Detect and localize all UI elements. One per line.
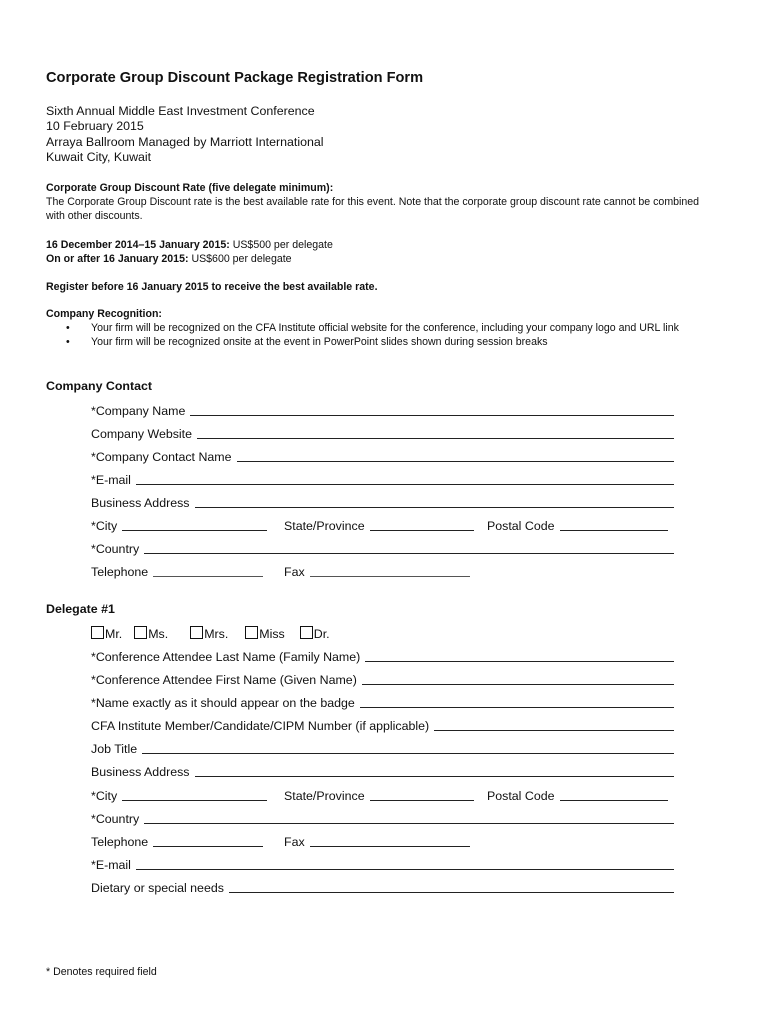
field-label: *Conference Attendee Last Name (Family Name)	[91, 650, 361, 664]
field-label: Telephone	[91, 835, 149, 849]
field-label: *City	[91, 789, 118, 803]
company-telephone-field[interactable]	[91, 563, 263, 579]
list-item	[46, 321, 706, 335]
field-label: *Country	[91, 812, 140, 826]
event-date: 10 February 2015	[46, 119, 144, 134]
field-line[interactable]	[560, 529, 668, 531]
field-line[interactable]	[370, 799, 474, 801]
company-contact-heading: Company Contact	[46, 379, 153, 393]
pricing-period: On or after 16 January 2015:	[46, 253, 189, 265]
field-line[interactable]	[122, 799, 267, 801]
bullet-icon: •	[66, 322, 70, 334]
field-line[interactable]	[144, 552, 674, 554]
list-item-text: Your firm will be recognized on the CFA Institute official website for the conference, including your company logo and URL link	[91, 322, 679, 334]
salutation-mrs[interactable]	[190, 626, 228, 641]
field-label: *Country	[91, 542, 140, 556]
event-name: Sixth Annual Middle East Investment Conference	[46, 104, 315, 118]
register-note: Register before 16 January 2015 to receive the best available rate.	[46, 281, 378, 293]
field-line[interactable]	[237, 460, 675, 462]
field-line[interactable]	[362, 683, 674, 685]
form-title: Corporate Group Discount Package Registration Form	[46, 70, 424, 86]
pricing-row-late	[46, 252, 706, 266]
field-line[interactable]	[144, 822, 674, 824]
salutation-label: Miss	[259, 627, 285, 641]
pricing-section	[46, 238, 706, 266]
field-label: Job Title	[91, 742, 138, 756]
rate-text: The Corporate Group Discount rate is the best available rate for this event. Note that the corporate group discount rate cannot be combined with other discounts.	[46, 196, 700, 222]
checkbox[interactable]	[134, 626, 147, 639]
field-line[interactable]	[153, 575, 263, 577]
required-field-note: * Denotes required field	[46, 966, 157, 978]
event-venue: Arraya Ballroom Managed by Marriott International	[46, 134, 324, 149]
company-postal-code-field[interactable]	[487, 517, 668, 533]
field-label: *Company Name	[91, 404, 186, 418]
field-line[interactable]	[190, 414, 674, 416]
pricing-price: US$500 per delegate	[229, 239, 333, 251]
field-line[interactable]	[370, 529, 474, 531]
first-name-field[interactable]	[91, 671, 674, 687]
field-line[interactable]	[197, 437, 674, 439]
pricing-price: US$600 per delegate	[188, 253, 292, 265]
delegate-fax-field[interactable]	[284, 833, 470, 849]
member-number-field[interactable]	[91, 717, 674, 733]
salutation-options	[91, 625, 330, 641]
field-line[interactable]	[142, 752, 674, 754]
delegate-email-field[interactable]	[91, 856, 674, 872]
dietary-needs-field[interactable]	[91, 879, 674, 895]
company-website-field[interactable]	[91, 425, 674, 441]
checkbox[interactable]	[91, 626, 104, 639]
field-line[interactable]	[365, 660, 674, 662]
last-name-field[interactable]	[91, 648, 674, 664]
field-line[interactable]	[153, 845, 263, 847]
field-line[interactable]	[122, 529, 267, 531]
field-label: Company Website	[91, 427, 193, 441]
field-line[interactable]	[360, 706, 674, 708]
field-label: State/Province	[284, 789, 365, 803]
badge-name-field[interactable]	[91, 694, 674, 710]
company-email-field[interactable]	[91, 471, 674, 487]
checkbox[interactable]	[245, 626, 258, 639]
field-label: Dietary or special needs	[91, 881, 224, 895]
field-label: Fax	[284, 565, 305, 579]
delegate-business-address-field[interactable]	[91, 763, 674, 779]
rate-heading: Corporate Group Discount Rate (five delegate minimum):	[46, 182, 334, 194]
pricing-row-early	[46, 238, 706, 252]
event-details	[46, 104, 324, 166]
salutation-label: Ms.	[148, 627, 169, 641]
field-line[interactable]	[560, 799, 668, 801]
salutation-label: Mr.	[105, 627, 123, 641]
rate-section	[46, 181, 706, 223]
pricing-period: 16 December 2014–15 January 2015:	[46, 239, 230, 251]
field-line[interactable]	[229, 891, 674, 893]
field-line[interactable]	[136, 483, 674, 485]
event-city: Kuwait City, Kuwait	[46, 150, 152, 165]
field-label: State/Province	[284, 519, 365, 533]
field-label: CFA Institute Member/Candidate/CIPM Number (if applicable)	[91, 719, 430, 733]
checkbox[interactable]	[300, 626, 313, 639]
company-name-field[interactable]	[91, 402, 674, 418]
company-contact-name-field[interactable]	[91, 448, 674, 464]
delegate-country-field[interactable]	[91, 810, 674, 826]
field-label: Fax	[284, 835, 305, 849]
field-label: *E-mail	[91, 858, 131, 872]
delegate-postal-code-field[interactable]	[487, 787, 668, 803]
field-line[interactable]	[195, 775, 675, 777]
delegate-heading: Delegate #1	[46, 602, 115, 616]
job-title-field[interactable]	[91, 740, 674, 756]
field-label: *Company Contact Name	[91, 450, 232, 464]
field-label: Postal Code	[487, 789, 555, 803]
field-line[interactable]	[310, 845, 470, 847]
company-fax-field[interactable]	[284, 563, 470, 579]
field-label: *Conference Attendee First Name (Given Name)	[91, 673, 357, 687]
company-state-field[interactable]	[284, 517, 474, 533]
salutation-dr[interactable]	[300, 626, 330, 641]
field-label: Postal Code	[487, 519, 555, 533]
field-label: *Name exactly as it should appear on the badge	[91, 696, 355, 710]
checkbox[interactable]	[190, 626, 203, 639]
company-country-field[interactable]	[91, 540, 674, 556]
field-line[interactable]	[434, 729, 674, 731]
delegate-state-field[interactable]	[284, 787, 474, 803]
company-business-address-field[interactable]	[91, 494, 674, 510]
list-item	[46, 335, 706, 349]
field-label: Business Address	[91, 496, 190, 510]
bullet-icon: •	[66, 336, 70, 348]
field-label: *E-mail	[91, 473, 131, 487]
recognition-heading: Company Recognition:	[46, 308, 162, 320]
list-item-text: Your firm will be recognized onsite at the event in PowerPoint slides shown during session breaks	[91, 336, 548, 348]
field-line[interactable]	[310, 575, 470, 577]
field-label: Telephone	[91, 565, 149, 579]
delegate-telephone-field[interactable]	[91, 833, 263, 849]
delegate-city-field[interactable]	[91, 787, 267, 803]
salutation-label: Dr.	[313, 627, 330, 641]
field-line[interactable]	[136, 868, 674, 870]
salutation-ms[interactable]	[134, 626, 168, 641]
salutation-label: Mrs.	[204, 627, 229, 641]
field-label: Business Address	[91, 765, 190, 779]
salutation-mr[interactable]	[91, 626, 122, 641]
field-label: *City	[91, 519, 118, 533]
salutation-miss[interactable]	[245, 626, 284, 641]
field-line[interactable]	[195, 506, 675, 508]
company-city-field[interactable]	[91, 517, 267, 533]
recognition-list	[46, 321, 706, 349]
